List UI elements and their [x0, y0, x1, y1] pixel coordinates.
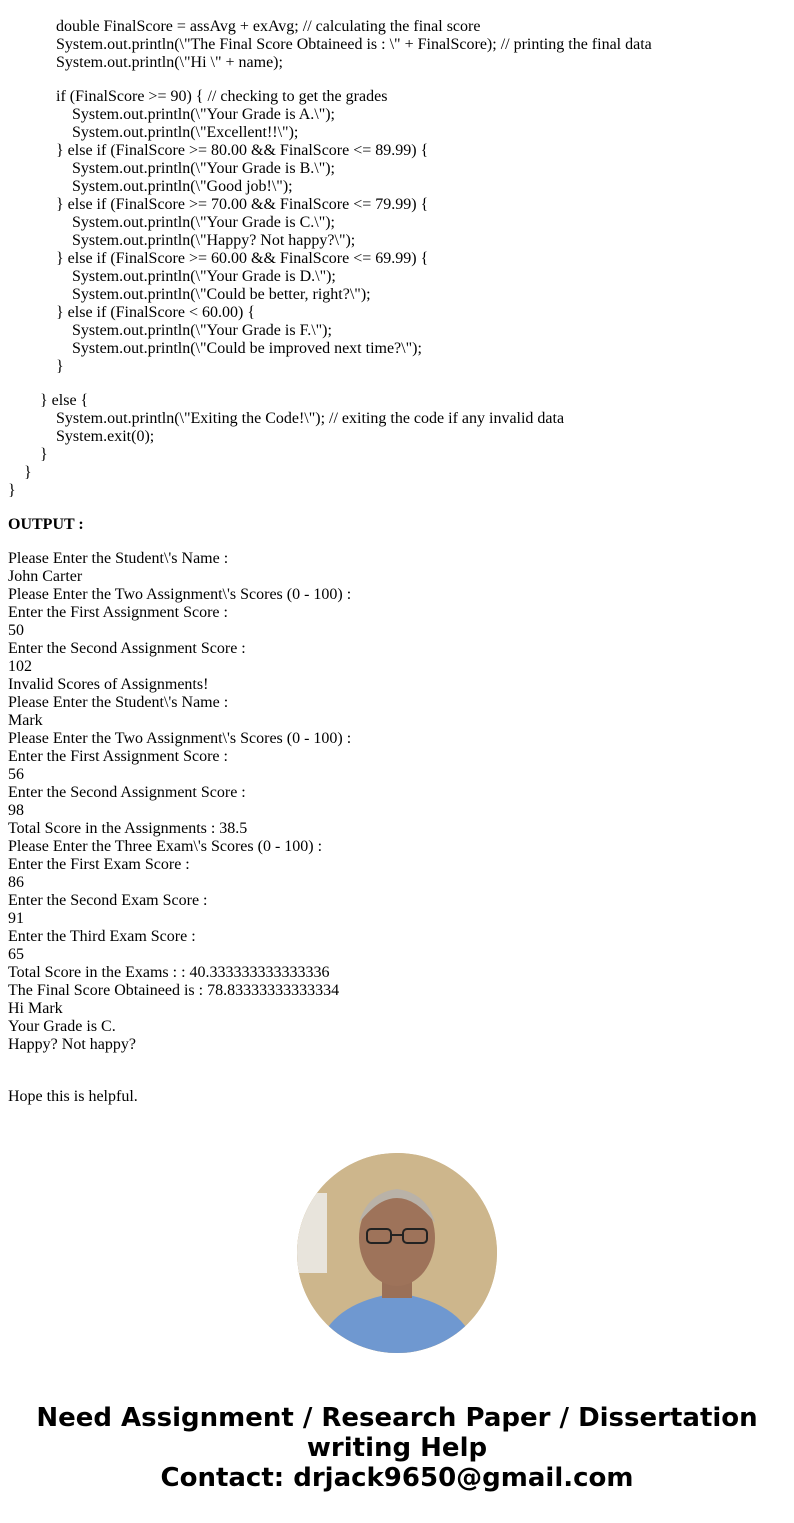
output-line: Your Grade is C.	[8, 1018, 116, 1035]
code-line: System.out.println(\"Could be better, right?\");	[72, 286, 371, 303]
footer-line-1: Need Assignment / Research Paper / Dissertation	[36, 1403, 758, 1433]
code-line: System.out.println(\"Your Grade is D.\");	[72, 268, 336, 285]
footer-line-2: writing Help	[306, 1433, 488, 1463]
code-line: System.out.println(\"Your Grade is A.\");	[72, 106, 335, 123]
code-line: }	[8, 482, 16, 499]
output-line: Enter the Second Exam Score :	[8, 892, 208, 909]
code-line: System.exit(0);	[56, 428, 155, 445]
footer-banner	[0, 1403, 794, 1493]
output-line: Hi Mark	[8, 1000, 63, 1017]
output-line: 50	[8, 622, 24, 639]
code-line: System.out.println(\"The Final Score Obtaineed is : \" + FinalScore); // printing the final data	[56, 36, 652, 53]
code-line: System.out.println(\"Your Grade is C.\");	[72, 214, 335, 231]
code-line: }	[24, 464, 32, 481]
output-line: Total Score in the Exams : : 40.333333333333336	[8, 964, 330, 981]
output-line: Please Enter the Two Assignment\'s Scores (0 - 100) :	[8, 586, 352, 603]
code-line: } else {	[40, 392, 89, 409]
closing-text: Hope this is helpful.	[8, 1088, 138, 1105]
output-line: 86	[8, 874, 24, 891]
output-line: Enter the First Assignment Score :	[8, 604, 228, 621]
code-line: System.out.println(\"Good job!\");	[72, 178, 293, 195]
footer-contact: Contact: drjack9650@gmail.com	[160, 1463, 634, 1493]
output-line: Please Enter the Two Assignment\'s Scores (0 - 100) :	[8, 730, 352, 747]
output-line: The Final Score Obtaineed is : 78.83333333333334	[8, 982, 340, 999]
code-line: } else if (FinalScore >= 80.00 && FinalScore <= 89.99) {	[56, 142, 429, 159]
code-line: System.out.println(\"Hi \" + name);	[56, 54, 283, 71]
blank-line	[8, 72, 652, 88]
code-line: }	[56, 358, 64, 375]
output-line: 102	[8, 658, 32, 675]
code-line: if (FinalScore >= 90) { // checking to get the grades	[56, 88, 388, 105]
output-line: Enter the Third Exam Score :	[8, 928, 196, 945]
blank-line	[8, 376, 652, 392]
output-line: 98	[8, 802, 24, 819]
code-line: } else if (FinalScore >= 70.00 && FinalScore <= 79.99) {	[56, 196, 429, 213]
output-heading: OUTPUT :	[8, 516, 84, 533]
code-line: System.out.println(\"Happy? Not happy?\");	[72, 232, 356, 249]
code-line: } else if (FinalScore < 60.00) {	[56, 304, 256, 321]
code-line: System.out.println(\"Your Grade is F.\");	[72, 322, 332, 339]
code-line: System.out.println(\"Could be improved next time?\");	[72, 340, 422, 357]
output-line: Enter the Second Assignment Score :	[8, 784, 246, 801]
output-line: 65	[8, 946, 24, 963]
output-block	[8, 550, 351, 1054]
output-line: 91	[8, 910, 24, 927]
output-line: Invalid Scores of Assignments!	[8, 676, 209, 693]
output-line: Enter the First Assignment Score :	[8, 748, 228, 765]
output-line: Please Enter the Student\'s Name :	[8, 694, 229, 711]
code-line: System.out.println(\"Excellent!!\");	[72, 124, 299, 141]
author-avatar	[297, 1153, 497, 1353]
code-line: double FinalScore = assAvg + exAvg; // calculating the final score	[56, 18, 481, 35]
code-block	[8, 18, 652, 500]
code-line: } else if (FinalScore >= 60.00 && FinalScore <= 69.99) {	[56, 250, 429, 267]
output-line: 56	[8, 766, 24, 783]
code-line: System.out.println(\"Exiting the Code!\"); // exiting the code if any invalid data	[56, 410, 565, 427]
output-line: Enter the First Exam Score :	[8, 856, 190, 873]
output-line: John Carter	[8, 568, 83, 585]
output-line: Please Enter the Student\'s Name :	[8, 550, 229, 567]
output-line: Happy? Not happy?	[8, 1036, 136, 1053]
output-line: Mark	[8, 712, 43, 729]
output-line: Please Enter the Three Exam\'s Scores (0 - 100) :	[8, 838, 323, 855]
code-line: System.out.println(\"Your Grade is B.\");	[72, 160, 335, 177]
code-line: }	[40, 446, 48, 463]
output-line: Total Score in the Assignments : 38.5	[8, 820, 248, 837]
output-line: Enter the Second Assignment Score :	[8, 640, 246, 657]
